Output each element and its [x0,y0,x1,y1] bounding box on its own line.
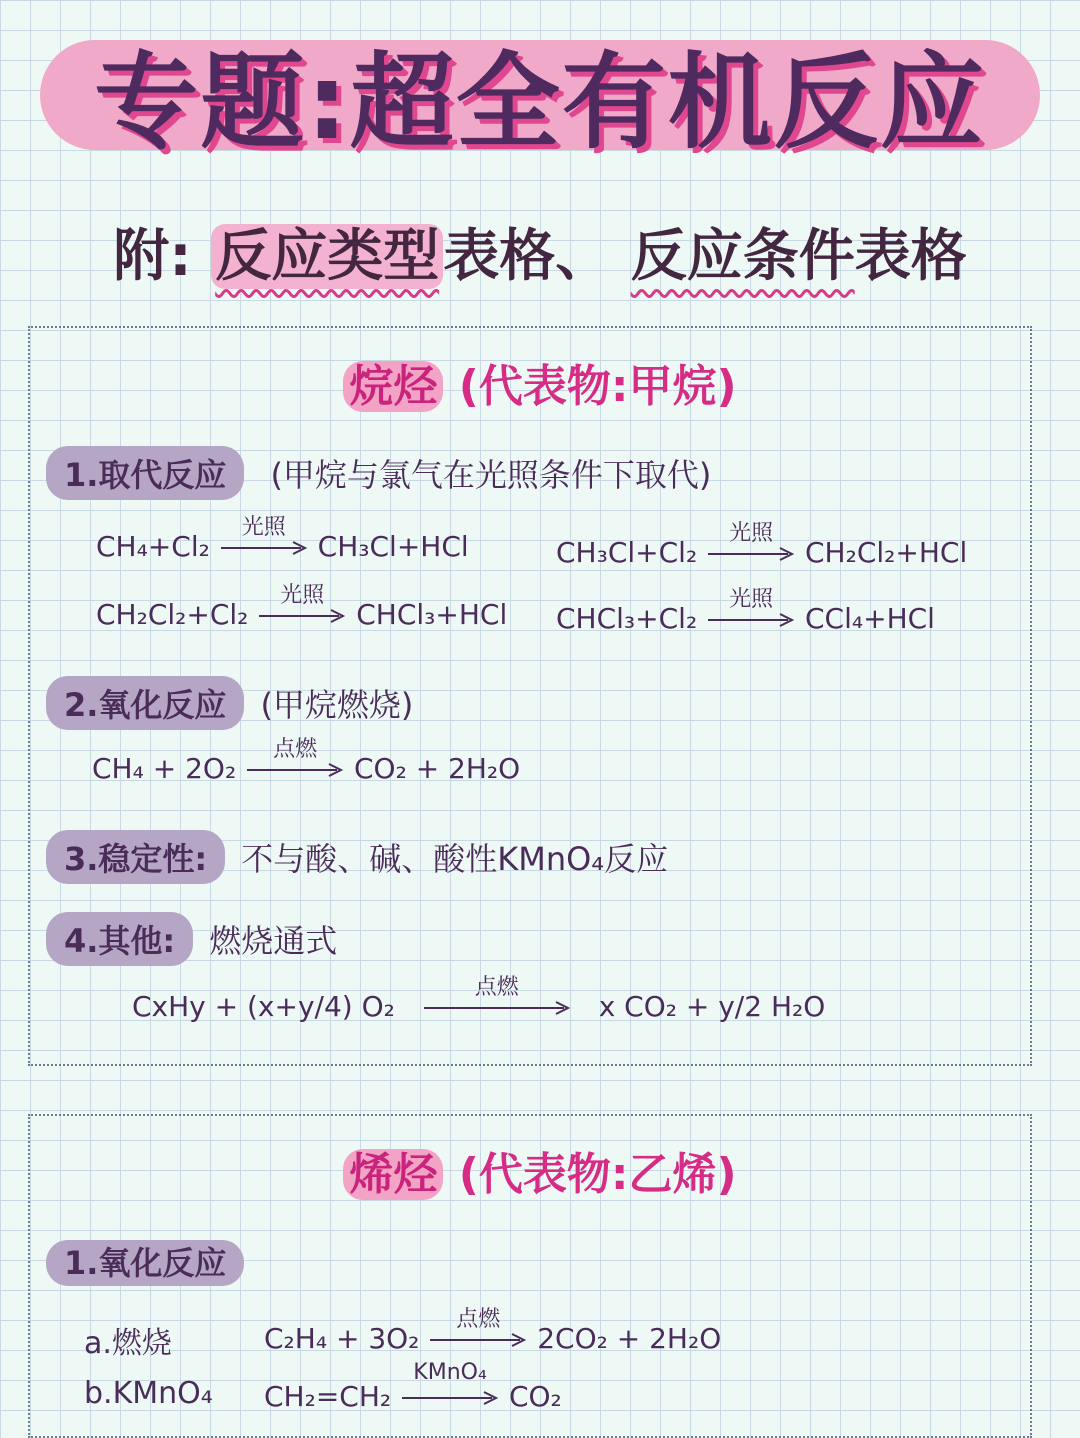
eq-right: 2CO₂ + 2H₂O [537,1322,722,1355]
arrow-icon [219,540,309,556]
alkane-eq4 [556,587,935,635]
arrow-icon [257,608,347,624]
reaction-arrow [400,1360,500,1406]
eq-condition: 光照 [729,521,774,546]
alkane-general-combustion-eq [132,975,826,1023]
alkane-heading [0,350,1080,414]
eq-condition: 光照 [280,583,325,608]
reaction-arrow [706,587,796,628]
alkene-s1-tag: 1.氧化反应 [46,1240,244,1286]
alkene-kmno4-label: b.KMnO₄ [84,1376,213,1411]
alkane-s2-tag: 2.氧化反应 [46,676,244,730]
subtitle-reaction-types: 反应类型 [211,224,443,289]
arrow-icon [706,546,796,562]
subtitle-mid: 表格、 [443,224,612,289]
alkane-s2-note: (甲烷燃烧) [260,686,414,724]
eq-right: CO₂ + 2H₂O [353,752,521,785]
eq-left: CH₂=CH₂ [264,1380,392,1413]
subtitle-suffix: 表格 [854,224,967,289]
page-title: 专题:超全有机反应 [94,41,986,163]
alkane-name: 烷烃 [343,361,443,412]
alkane-s4-tag: 4.其他: [46,912,193,966]
subtitle-reaction-conditions: 反应条件 [630,224,855,289]
alkene-kmno4-eq [264,1360,562,1413]
reaction-arrow [706,521,796,562]
alkane-s2-header [46,676,413,730]
eq-left: CxHy + (x+y/4) O₂ [132,990,395,1023]
page-subtitle [0,212,1080,292]
eq-condition: 点燃 [474,975,519,1000]
alkane-eq3 [96,583,508,631]
alkene-name: 烯烃 [343,1149,443,1200]
reaction-arrow [245,737,345,778]
alkane-eq1 [96,515,469,563]
eq-left: C₂H₄ + 3O₂ [264,1322,420,1355]
reaction-arrow [422,975,572,1016]
eq-condition: 点燃 [273,737,318,762]
eq-right: CH₃Cl+HCl [317,530,469,563]
eq-right: x CO₂ + y/2 H₂O [598,990,826,1023]
alkene-combustion-label: a.燃烧 [84,1326,172,1361]
arrow-icon [245,762,345,778]
eq-condition: 点燃 [456,1307,501,1332]
subtitle-prefix: 附: [113,224,192,289]
alkane-combustion-eq [92,737,521,785]
eq-left: CH₄+Cl₂ [96,530,210,563]
reaction-arrow [219,515,309,556]
alkene-representative: (代表物:乙烯) [458,1149,737,1200]
alkane-eq2 [556,521,968,569]
eq-condition: KMnO₄ [413,1360,487,1385]
eq-left: CH₃Cl+Cl₂ [556,536,698,569]
eq-left: CHCl₃+Cl₂ [556,602,698,635]
alkene-heading [0,1138,1080,1202]
eq-right: CHCl₃+HCl [356,598,508,631]
alkane-s3-tag: 3.稳定性: [46,830,225,884]
alkene-combustion-eq [264,1307,722,1355]
alkane-s3-header [46,830,668,884]
eq-left: CH₄ + 2O₂ [92,752,237,785]
reaction-arrow [257,583,347,624]
eq-condition: 光照 [729,587,774,612]
alkane-s3-note: 不与酸、碱、酸性KMnO₄反应 [241,840,669,878]
alkane-representative: (代表物:甲烷) [458,361,737,412]
arrow-icon [428,1332,528,1348]
reaction-arrow [428,1307,528,1348]
eq-condition: 光照 [241,515,286,540]
alkane-s4-note: 燃烧通式 [209,922,338,960]
arrow-icon [422,1000,572,1016]
arrow-icon [400,1390,500,1406]
arrow-icon [706,612,796,628]
alkane-s1-note: (甲烷与氯气在光照条件下取代) [270,456,712,494]
alkane-s4-header [46,912,337,966]
alkane-s1-header [46,446,711,500]
alkane-s1-tag: 1.取代反应 [46,446,244,500]
eq-left: CH₂Cl₂+Cl₂ [96,598,249,631]
eq-right: CCl₄+HCl [805,602,935,635]
alkene-s1-header [46,1238,244,1284]
eq-right: CH₂Cl₂+HCl [805,536,968,569]
eq-right: CO₂ [508,1380,562,1413]
